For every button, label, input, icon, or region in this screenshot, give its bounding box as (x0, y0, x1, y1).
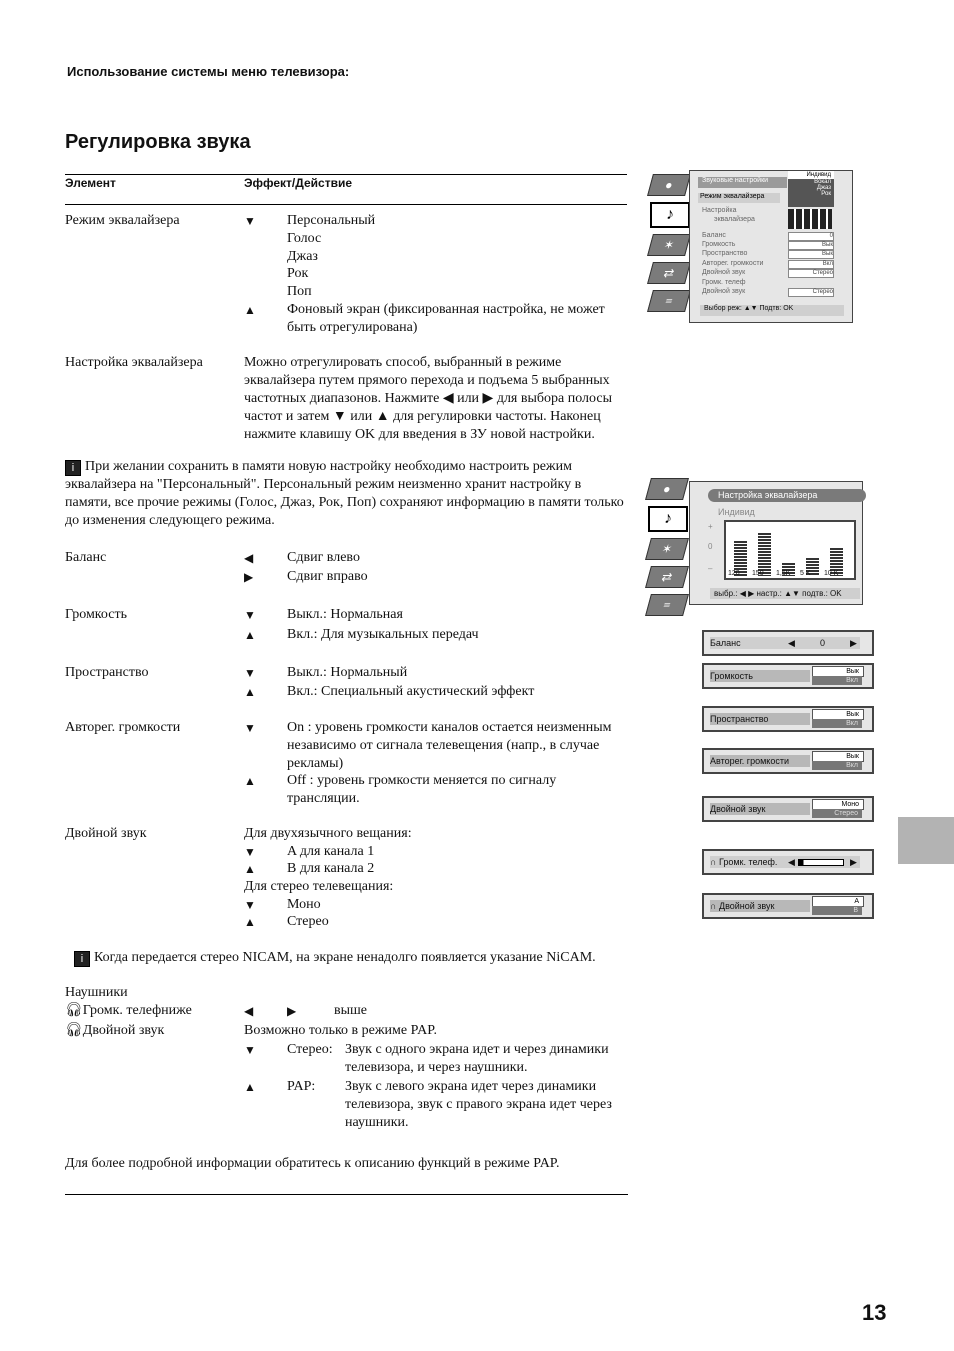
headphone-icon: 🎧︎ (65, 1003, 83, 1018)
option-vocal: Вокал (814, 179, 831, 185)
hp-volume-slider (798, 859, 844, 866)
right-arrow-icon: ▶ (244, 570, 254, 584)
picture-icon: ● (645, 478, 689, 500)
hp-dual-menu-opt2: B (812, 906, 862, 915)
hp-stereo-text: Звук с одного экрана идет и через динамики телевизора, и через наушники. (345, 1042, 609, 1075)
hp-pap-key: PAP: (287, 1079, 316, 1094)
features-icon: ✶ (647, 234, 691, 256)
dual-stereo-heading: Для стерео телевещания: (244, 879, 394, 894)
menu-item: Двойной звук (702, 288, 746, 295)
balance-menu (702, 630, 874, 656)
up-arrow-icon: ▲ (244, 915, 256, 929)
dual-mono: Моно (287, 897, 321, 912)
option-individ: Индивид (788, 171, 834, 179)
eq-mode-option: Персональный (287, 213, 376, 228)
space-label: Пространство (65, 665, 149, 680)
hp-volume-label: Громк. телефниже (82, 1003, 192, 1018)
eq-band-label: 120 (728, 570, 740, 577)
hp-dual-menu-row (710, 900, 810, 912)
chapter-tab (898, 817, 954, 864)
dual-menu (702, 796, 874, 822)
dual-bilingual-heading: Для двухязычного вещания: (244, 826, 412, 841)
eq-mode-background: Фоновый экран (фиксированная настройка, не может быть отрегулирована) (287, 302, 605, 335)
nicam-note (74, 949, 634, 967)
hp-pap-text: Звук с левого экрана идет через динамики телевизора, звук с правого экрана идет через наушники. (345, 1079, 612, 1130)
eq-band-label: 1,5K (776, 570, 791, 577)
pap-only: Возможно только в режиме PAP. (244, 1023, 437, 1038)
up-arrow-icon: ▲ (244, 303, 256, 317)
eq-band-label: 150 (752, 570, 764, 577)
eq-mode-option: Голос (287, 231, 322, 246)
up-arrow-icon: ▲ (244, 774, 256, 788)
right-arrow-icon: ▶ (287, 1004, 297, 1018)
right-arrow-icon: ▶ (850, 857, 857, 867)
nicam-note-text: Когда передается стерео NICAM, на экране ненадолго появляется указание NiCAM. (94, 950, 596, 965)
volume-off: Выкл.: Нормальная (287, 607, 403, 622)
info-icon: i (74, 951, 90, 967)
menu-item: Громкость (702, 241, 736, 248)
footer-text: Для более подробной информации обратитесь к описанию функций в режиме PAP. (65, 1156, 560, 1171)
menu-footer: Выбор реж: ▲▼ Подтв: OK (700, 305, 844, 316)
right-arrow-icon: ▶ (850, 638, 857, 648)
picture-icon: ● (647, 174, 691, 196)
section-header: Использование системы меню телевизора: (67, 64, 350, 79)
table-bottom-rule (65, 1194, 628, 1195)
headphone-icon: 🎧︎ (65, 1023, 83, 1038)
hp-volume-row (65, 1002, 192, 1020)
memory-note (65, 458, 625, 530)
left-arrow-icon: ◀ (788, 857, 795, 867)
down-arrow-icon: ▼ (244, 666, 256, 680)
eq-menu-mode: Индивид (718, 507, 755, 517)
eq-mode-option: Рок (287, 266, 309, 281)
eq-menu-header: Настройка эквалайзера (708, 489, 866, 502)
space-on: Вкл.: Специальный акустический эффект (287, 684, 535, 699)
space-menu-opt1: Вык (812, 709, 864, 720)
table-header-rule (65, 204, 627, 205)
hp-dual-menu-label: Двойной звук (718, 901, 775, 911)
menu-value: Вкл (788, 260, 834, 269)
eq-mode-option: Джаз (287, 249, 318, 264)
menu-value: Стерео (788, 269, 834, 278)
hp-dual-menu (702, 893, 874, 919)
menu-value: Вык (788, 241, 834, 250)
volume-menu (702, 663, 874, 689)
down-arrow-icon: ▼ (244, 214, 256, 228)
down-arrow-icon: ▼ (244, 721, 256, 735)
up-arrow-icon: ▲ (244, 685, 256, 699)
dual-menu-opt2: Стерео (812, 809, 862, 818)
hp-volume-menu (702, 849, 874, 875)
dual-stereo: Стерео (287, 914, 329, 929)
dual-label: Двойной звук (65, 826, 147, 841)
hp-dual-row (65, 1022, 164, 1040)
avl-menu (702, 748, 874, 774)
avl-label: Авторег. громкости (65, 720, 181, 735)
eq-band-label: 5 K (800, 570, 811, 577)
eq-mode-options (788, 171, 834, 207)
dual-b: B для канала 2 (287, 861, 375, 876)
down-arrow-icon: ▼ (244, 608, 256, 622)
menu-icon-strip (648, 478, 688, 622)
volume-menu-label: Громкость (710, 670, 810, 682)
down-arrow-icon: ▼ (244, 1043, 256, 1057)
column-header-element: Элемент (65, 176, 116, 190)
eq-menu-footer: выбр.: ◀ ▶ настр.: ▲▼ подтв.: OK (710, 588, 860, 599)
list-icon: ≡ (647, 290, 691, 312)
down-arrow-icon: ▼ (244, 845, 256, 859)
headphone-icon: ∩ (710, 901, 717, 911)
balance-menu-label: Баланс (710, 638, 741, 648)
balance-menu-value: 0 (820, 638, 826, 648)
hp-volume-menu-row (710, 856, 860, 868)
hp-dual-menu-opt1: A (812, 896, 864, 907)
menu-item: Пространство (702, 250, 748, 257)
info-icon: i (65, 460, 81, 476)
menu-item: Авторег. громкости (702, 260, 764, 267)
space-menu-label: Пространство (710, 713, 810, 725)
volume-menu-opt1: Вык (812, 666, 864, 677)
menu-value: Стерео (788, 288, 834, 297)
menu-item: Двойной звук (702, 269, 746, 276)
eq-mode-option: Поп (287, 284, 312, 299)
page-title: Регулировка звука (65, 131, 251, 153)
eq-axis-minus: – (708, 564, 713, 573)
menu-item: Громк. телеф (702, 279, 746, 286)
avl-menu-opt1: Вык (812, 751, 864, 762)
setup-icon: ⇄ (647, 262, 691, 284)
music-note-icon: ♪ (650, 202, 690, 228)
avl-menu-label: Авторег. громкости (710, 755, 810, 767)
menu-value: Вык (788, 250, 834, 259)
up-arrow-icon: ▲ (244, 862, 256, 876)
sound-settings-menu (689, 170, 853, 323)
mini-eq-bars (788, 209, 832, 229)
menu-item: Баланс (702, 232, 726, 239)
headphone-icon: ∩ (710, 857, 717, 867)
dual-menu-opt1: Моно (812, 799, 864, 810)
menu-header: Звуковые настройки (698, 177, 787, 188)
setup-icon: ⇄ (645, 566, 689, 588)
balance-left: Сдвиг влево (287, 550, 360, 565)
balance-menu-row (710, 637, 860, 649)
menu-item: Настройка (702, 207, 737, 214)
music-note-icon: ♪ (648, 506, 688, 532)
equalizer-menu (689, 481, 863, 605)
space-menu (702, 706, 874, 732)
space-off: Выкл.: Нормальный (287, 665, 408, 680)
volume-label: Громкость (65, 607, 127, 622)
table-top-rule (65, 174, 627, 175)
avl-on: On : уровень громкости каналов остается неизменным независимо от сигнала телевещения (напр., в случае рекламы) (287, 720, 612, 771)
eq-band-label: 10 K (824, 570, 839, 577)
eq-setup-label: Настройка эквалайзера (65, 355, 203, 370)
features-icon: ✶ (645, 538, 689, 560)
left-arrow-icon: ◀ (788, 638, 795, 648)
memory-note-text: При желании сохранить в памяти новую настройку необходимо настроить режим эквалайзера на "Персональный". Персональный режим неизменно хранит настройку в памяти, все прочие режимы (Голос, Джаз, Рок, Поп) сохраняют информацию в памяти только до изменения следующего режима. (65, 459, 624, 528)
hp-stereo-key: Стерео: (287, 1042, 333, 1057)
eq-axis-plus: + (708, 522, 713, 531)
column-header-effect: Эффект/Действие (244, 176, 352, 190)
list-icon: ≡ (645, 594, 689, 616)
volume-on: Вкл.: Для музыкальных передач (287, 627, 479, 642)
menu-item: эквалайзера (714, 216, 755, 223)
volume-menu-opt2: Вкл (812, 676, 862, 685)
left-arrow-icon: ◀ (244, 1004, 254, 1018)
eq-setup-text: Можно отрегулировать способ, выбранный в режиме эквалайзера путем прямого перехода и подъема 5 выбранных частотных диапазонов. Нажмите ◀ или ▶ для выбора полосы частот и затем ▼ или ▲ для регулировки частоты. Наконец нажмите клавишу OK для введения в ЗУ новой настройки. (244, 355, 612, 442)
page-number: 13 (862, 1300, 887, 1325)
menu-selected-item: Режим эквалайзера (698, 193, 780, 203)
eq-mode-label: Режим эквалайзера (65, 213, 180, 228)
eq-axis-zero: 0 (708, 542, 713, 551)
option-rock: Рок (821, 191, 831, 197)
up-arrow-icon: ▲ (244, 1080, 256, 1094)
down-arrow-icon: ▼ (244, 898, 256, 912)
avl-menu-opt2: Вкл (812, 761, 862, 770)
left-arrow-icon: ◀ (244, 551, 254, 565)
dual-menu-label: Двойной звук (710, 803, 810, 815)
space-menu-opt2: Вкл (812, 719, 862, 728)
option-jazz: Джаз (816, 185, 831, 191)
menu-value: 0 (788, 232, 834, 241)
avl-off: Off : уровень громкости меняется по сигналу трансляции. (287, 773, 557, 806)
menu-icon-strip (650, 174, 690, 318)
dual-a: A для канала 1 (287, 844, 375, 859)
hp-volume-menu-label: Громк. телеф. (718, 857, 778, 867)
headphones-label: Наушники (65, 985, 128, 1000)
hp-volume-high: выше (334, 1003, 368, 1018)
balance-label: Баланс (65, 550, 107, 565)
balance-right: Сдвиг вправо (287, 569, 368, 584)
hp-dual-label: Двойной звук (82, 1023, 165, 1038)
up-arrow-icon: ▲ (244, 628, 256, 642)
